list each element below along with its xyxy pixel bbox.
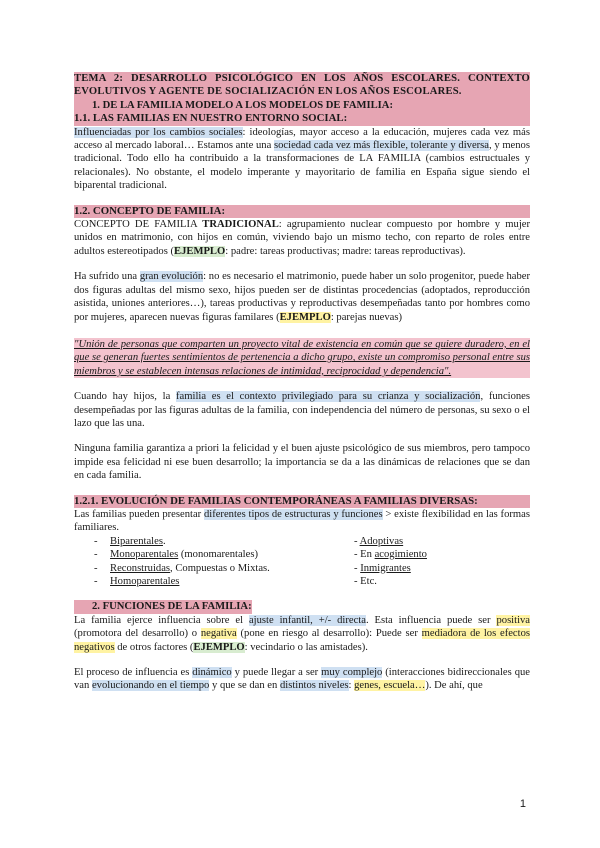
section-1-heading: 1. DE LA FAMILIA MODELO A LOS MODELOS DE FAMILIA: bbox=[74, 99, 530, 112]
document-title: TEMA 2: DESARROLLO PSICOLÓGICO EN LOS AÑOS ESCOLARES. CONTEXTO EVOLUTIVOS Y AGENTE DE SOCIALIZACIÓN EN LOS AÑOS ESCOLARES. bbox=[74, 73, 530, 98]
list-item: - Monoparentales (monomarentales) - En acogimiento bbox=[94, 549, 427, 561]
list-item: - Homoparentales - Etc. bbox=[94, 575, 377, 587]
subsection-1-2-heading: 1.2. CONCEPTO DE FAMILIA: bbox=[74, 205, 530, 218]
document-page bbox=[74, 72, 530, 693]
paragraph-family-types: Las familias pueden presentar diferentes tipos de estructuras y funciones > existe flexibilidad en las formas familiares. bbox=[74, 508, 530, 534]
paragraph-traditional-concept: CONCEPTO DE FAMILIA TRADICIONAL: agrupamiento nuclear compuesto por hombre y mujer unidos en matrimonio, con hijos en común, viviendo bajo un mismo techo, con reparto de roles entre adultos estereotipados (EJEMPLO: padre: tareas productivas; madre: tareas reproductivas). bbox=[74, 219, 530, 257]
paragraph-families-social: Influenciadas por los cambios sociales: ideologías, mayor acceso a la educación, mujeres cada vez más acceso al mercado laboral… Estamos ante una sociedad cada vez más flexible, tolerante y diversa, y menos tradicional. Todo ello ha contribuido a la transformaciones de LA FAMILIA (cambios estructuales y relacionales). No obstante, el modelo imperante y mayoritario de familia en España sigue siendo el biparental tradicional. bbox=[74, 126, 530, 192]
list-item: - Reconstruidas, Compuestas o Mixtas. - Inmigrantes bbox=[94, 562, 411, 574]
paragraph-family-influence: La familia ejerce influencia sobre el ajuste infantil, +/- directa. Esta influencia puede ser positiva (promotora del desarrollo) o negativa (pone en riesgo al desarrollo): Puede ser mediadora de los efectos negativos de otros factores (EJEMPLO: vecindario o las amistades). bbox=[74, 614, 531, 653]
subsection-1-2-1-heading: 1.2.1. EVOLUCIÓN DE FAMILIAS CONTEMPORÁNEAS A FAMILIAS DIVERSAS: bbox=[74, 495, 530, 508]
subsection-1-1-heading: 1.1. LAS FAMILIAS EN NUESTRO ENTORNO SOCIAL: bbox=[74, 112, 530, 125]
section-2-heading: 2. FUNCIONES DE LA FAMILIA: bbox=[74, 600, 252, 613]
paragraph-children-context: Cuando hay hijos, la familia es el contexto privilegiado para su crianza y socialización, funciones desempeñadas por las figuras adultas de la familia, con independencia del número de personas, su sexo o el lazo que las una. bbox=[74, 391, 531, 429]
paragraph-evolution: Ha sufrido una gran evolución: no es necesario el matrimonio, puede haber un solo progenitor, puede haber dos figuras adultas del mismo sexo, hijos pueden ser de distintas procedencias (adoptados, reproducción asistida, uniones anteriores…), tareas productivas y reproductivas desempeñadas tanto por hombres como por mujeres, aparecen nuevas figuras familares (EJEMPLO: parejas nuevas) bbox=[74, 271, 531, 323]
paragraph-influence-process: El proceso de influencia es dinámico y puede llegar a ser muy complejo (interacciones bidireccionales que van evolucionando en el tiempo y que se dan en distintos niveles: genes, escuela…). De ahí, que bbox=[74, 666, 530, 692]
page-number: 1 bbox=[519, 798, 526, 810]
list-item: - Biparentales. - Adoptivas bbox=[94, 535, 404, 547]
family-types-list bbox=[74, 535, 530, 589]
family-definition-quote: "Unión de personas que comparten un proyecto vital de existencia en común que se quiere duradero, en el que se generan fuertes sentimientos de pertenencia a dicho grupo, existe un compromiso personal entre sus miembros y se establecen intensas relaciones de intimidad, reciprocidad y dependencia". bbox=[74, 338, 530, 377]
paragraph-happiness: Ninguna familia garantiza a priori la felicidad y el buen ajuste psicológico de sus miembros, pero tampoco impide esa felicidad ni ese buen desarrollo; la importancia se da a las dinámicas de relaciones que se dan en cada familia. bbox=[74, 443, 530, 482]
